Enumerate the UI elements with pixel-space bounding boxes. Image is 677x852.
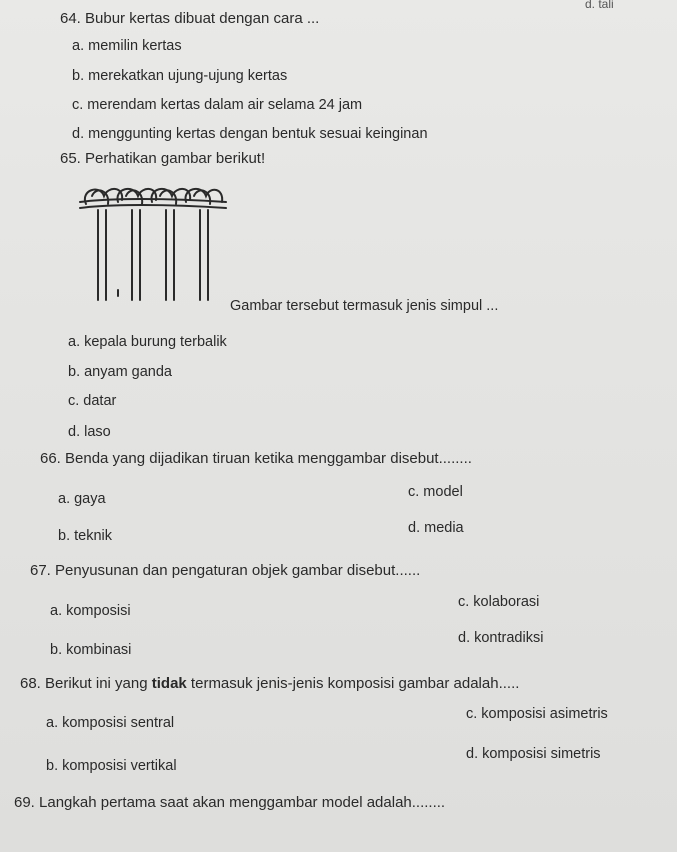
- q64-option-d: d. menggunting kertas dengan bentuk sesuai keinginan: [72, 126, 428, 142]
- q65-caption: Gambar tersebut termasuk jenis simpul ...: [230, 298, 499, 314]
- question-65: 65. Perhatikan gambar berikut!: [60, 150, 266, 167]
- q68-option-a: a. komposisi sentral: [46, 715, 175, 731]
- q67-option-d: d. kontradiksi: [458, 630, 544, 646]
- q67-option-b: b. kombinasi: [50, 642, 132, 658]
- q65-option-c: c. datar: [68, 393, 117, 409]
- question-67: 67. Penyusunan dan pengaturan objek gambar disebut......: [30, 562, 421, 579]
- question-66: 66. Benda yang dijadikan tiruan ketika menggambar disebut........: [40, 450, 472, 467]
- question-68-text-end: termasuk jenis-jenis komposisi gambar adalah.....: [186, 675, 520, 692]
- q66-option-a: a. gaya: [58, 491, 106, 507]
- q67-option-c: c. kolaborasi: [458, 594, 540, 610]
- q68-option-c: c. komposisi asimetris: [466, 706, 608, 722]
- q65-option-b: b. anyam ganda: [68, 364, 172, 380]
- q64-option-b: b. merekatkan ujung-ujung kertas: [72, 68, 288, 84]
- question-68-emphasis: tidak: [151, 675, 187, 692]
- cut-off-option-text: d. tali: [585, 0, 614, 11]
- question-64: 64. Bubur kertas dibuat dengan cara ...: [60, 10, 320, 27]
- q68-option-d: d. komposisi simetris: [466, 746, 601, 762]
- question-69: 69. Langkah pertama saat akan menggambar model adalah........: [14, 794, 446, 811]
- q65-option-a: a. kepala burung terbalik: [68, 334, 227, 350]
- question-68-text-start: 68. Berikut ini yang: [20, 675, 152, 692]
- q66-option-c: c. model: [408, 484, 463, 500]
- q65-option-d: d. laso: [68, 424, 111, 440]
- q68-option-b: b. komposisi vertikal: [46, 758, 177, 774]
- q66-option-b: b. teknik: [58, 528, 112, 544]
- q64-option-c: c. merendam kertas dalam air selama 24 jam: [72, 97, 363, 113]
- q67-option-a: a. komposisi: [50, 603, 131, 619]
- question-68: [20, 675, 519, 692]
- q66-option-d: d. media: [408, 520, 464, 536]
- q64-option-a: a. memilin kertas: [72, 38, 182, 54]
- macrame-knot-illustration: [78, 182, 228, 307]
